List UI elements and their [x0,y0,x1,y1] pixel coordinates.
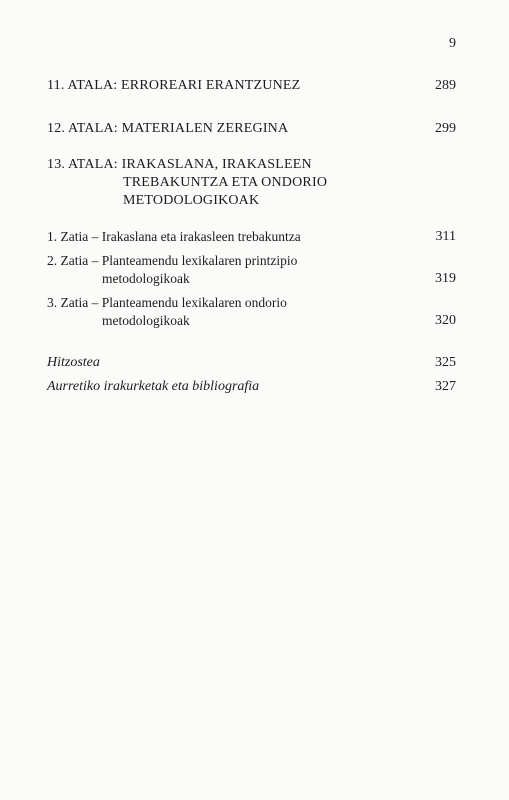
toc-afterword-page: 325 [435,355,456,370]
toc-chapter-13-title-line3: METODOLOGIKOAK [123,193,260,208]
toc-chapter-11-page: 289 [435,78,456,93]
toc-part-2-title-line1: 2. Zatia – Planteamendu lexikalaren printzipio [47,253,298,268]
toc-part-1-title: 1. Zatia – Irakaslana eta irakasleen trebakuntza [47,229,301,244]
toc-part-2-page: 319 [435,271,456,286]
toc-part-2-title-line2: metodologikoak [102,271,190,286]
toc-chapter-13-title-line1: 13. ATALA: IRAKASLANA, IRAKASLEEN [47,157,312,172]
toc-chapter-12-title: 12. ATALA: MATERIALEN ZEREGINA [47,121,289,136]
toc-bibliography-page: 327 [435,379,456,394]
toc-part-3-title-line1: 3. Zatia – Planteamendu lexikalaren ondorio [47,295,287,310]
toc-chapter-11-title: 11. ATALA: ERROREARI ERANTZUNEZ [47,78,301,93]
page-number: 9 [449,36,456,51]
toc-chapter-12-page: 299 [435,121,456,136]
toc-part-3-title-line2: metodologikoak [102,313,190,328]
toc-chapter-13-title-line2: TREBAKUNTZA ETA ONDORIO [123,175,328,190]
toc-part-1-page: 311 [435,229,456,244]
toc-part-3-page: 320 [435,313,456,328]
toc-afterword-title: Hitzostea [47,355,100,370]
toc-bibliography-title: Aurretiko irakurketak eta bibliografia [47,379,260,394]
